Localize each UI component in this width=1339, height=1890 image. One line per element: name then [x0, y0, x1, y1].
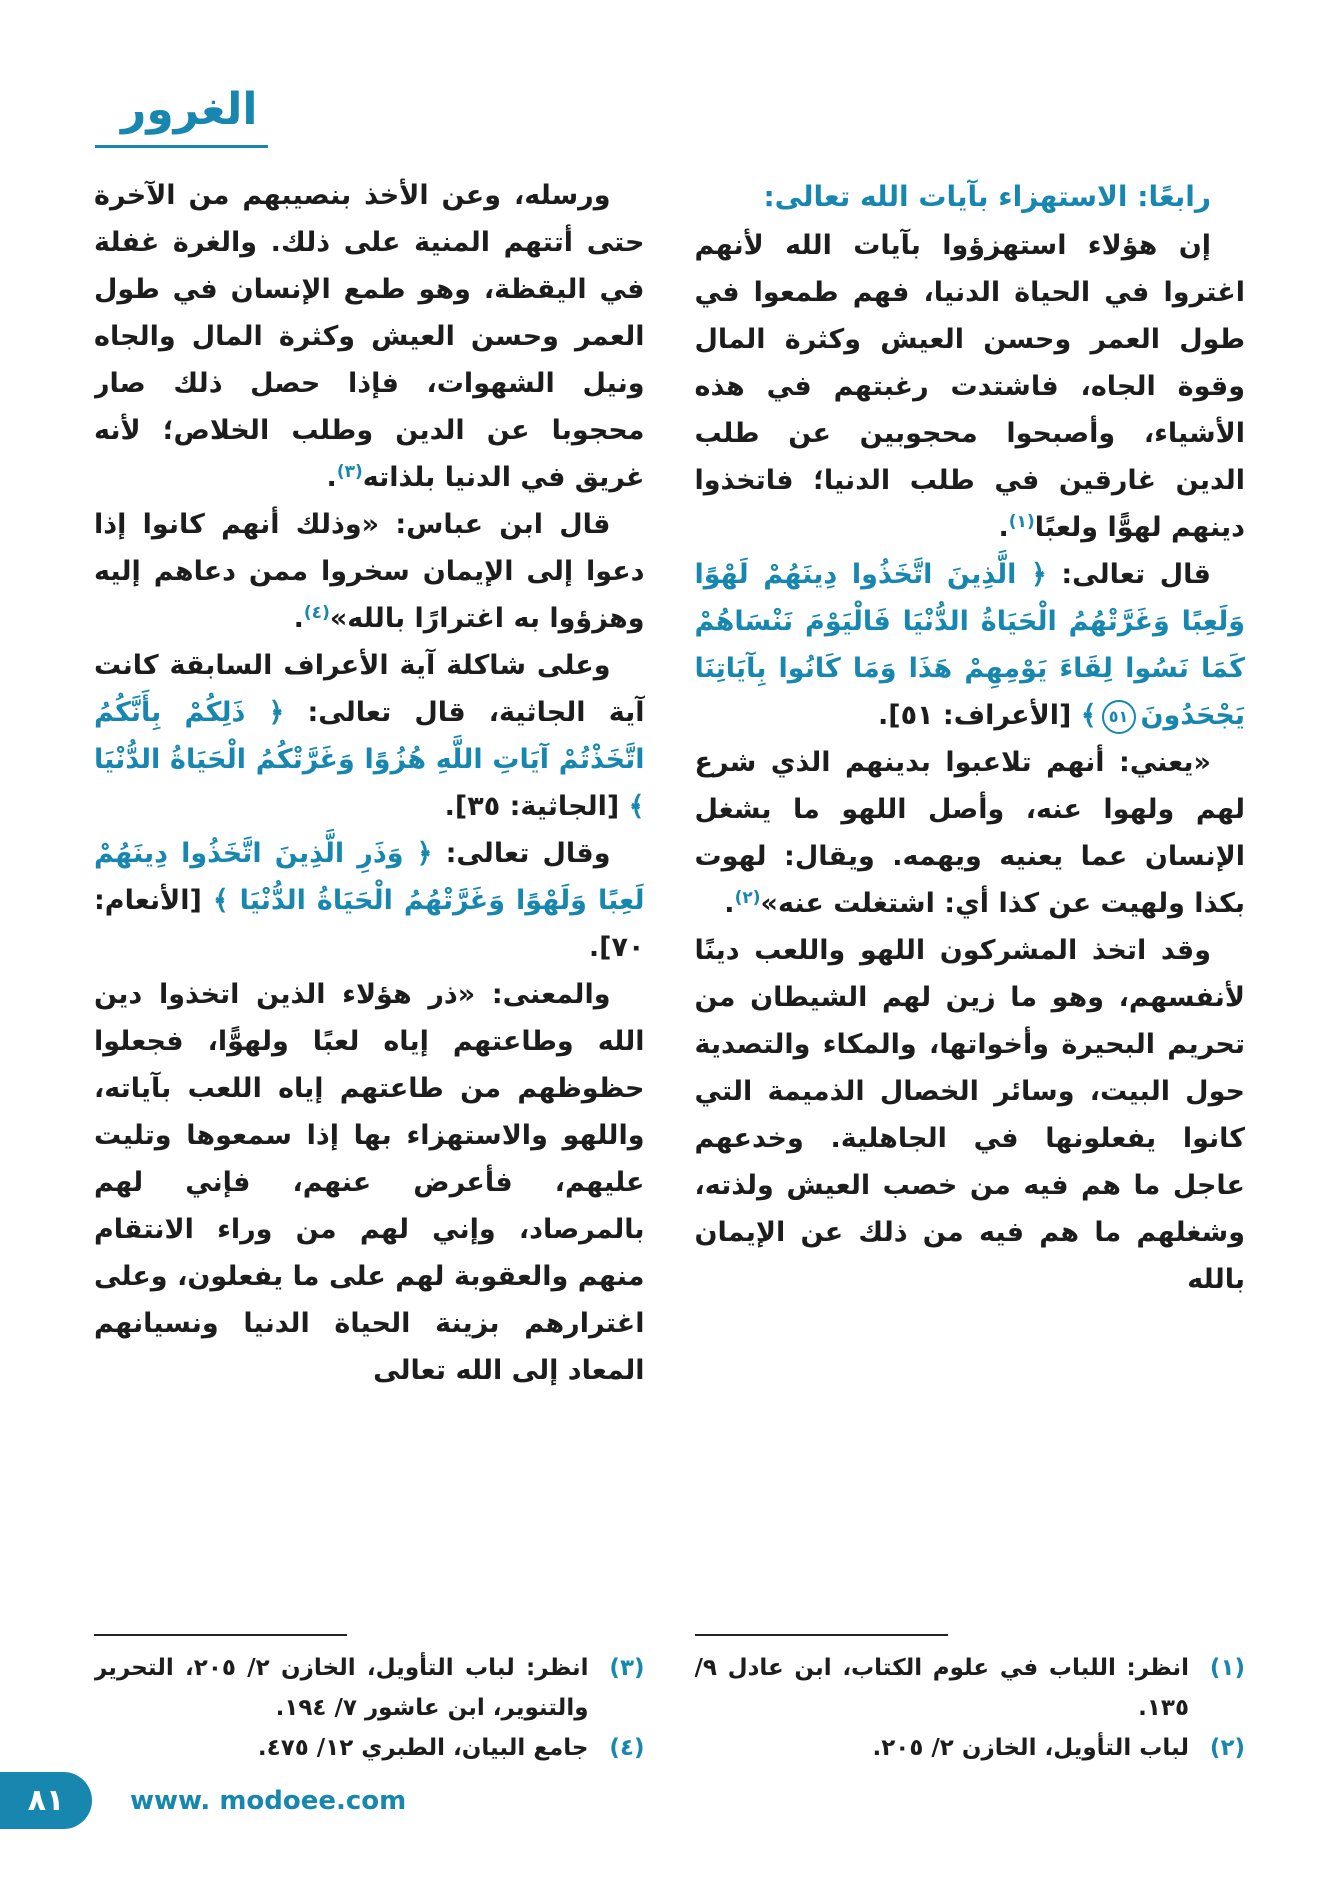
footnote-item: [695, 1728, 1246, 1768]
website-text: www. modoee.com: [130, 1786, 407, 1816]
footnote-item: [695, 1648, 1246, 1728]
footnotes-divider: [94, 1634, 347, 1636]
footnote-marker: (٤): [609, 1735, 645, 1761]
footnote-text: جامع البيان، الطبري ١٢/ ٤٧٥.: [257, 1735, 589, 1761]
section-heading: رابعًا: الاستهزاء بآيات الله تعالى:: [763, 180, 1211, 213]
paragraph-text: .: [293, 603, 304, 634]
verse-intro: وقال تعالى:: [432, 838, 611, 869]
paragraph-text: ورسله، وعن الأخذ بنصيبهم من الآخرة حتى أتتهم المنية على ذلك. والغرة غفلة في اليقظة، وهو طمع الإنسان في طول العمر وحسن العيش وكثرة المال والجاه ونيل الشهوات، فإذا حصل ذلك صار محجوبا عن الدين وطلب الخلاص؛ لأنه غريق في الدنيا بلذاته: [94, 180, 645, 493]
footnote-item: [94, 1648, 645, 1728]
footnote-text: لباب التأويل، الخازن ٢/ ٢٠٥.: [872, 1735, 1189, 1761]
footnotes-section: [695, 1624, 1246, 1768]
paragraph: [695, 927, 1246, 1303]
footnote-reference: (٣): [336, 462, 363, 482]
page-number: ٨١: [27, 1783, 65, 1818]
paragraph: [94, 501, 645, 642]
footnote-item: [94, 1728, 645, 1768]
paragraph: [94, 172, 645, 501]
paragraph-with-verse: [695, 551, 1246, 739]
paragraph-text: قال ابن عباس: «وذلك أنهم كانوا إذا دعوا إلى الإيمان سخروا ممن دعاهم إليه وهزؤوا به اغترارًا بالله»: [94, 509, 645, 634]
quran-verse: ﴿ الَّذِينَ اتَّخَذُوا دِينَهُمْ لَهْوًا وَلَعِبًا وَغَرَّتْهُمُ الْحَيَاةُ الدُّنْيَا فَالْيَوْمَ نَنْسَاهُمْ كَمَا نَسُوا لِقَاءَ يَوْمِهِمْ هَذَا وَمَا كَانُوا بِآيَاتِنَا يَجْحَدُونَ: [694, 559, 1245, 731]
footnotes-divider: [695, 1634, 948, 1636]
footnote-text: انظر: لباب التأويل، الخازن ٢/ ٢٠٥، التحرير والتنوير، ابن عاشور ٧/ ١٩٤.: [94, 1655, 589, 1721]
verse-intro: وعلى شاكلة آية الأعراف السابقة كانت آية الجاثية، قال تعالى:: [94, 650, 645, 728]
page-number-badge: [0, 1772, 92, 1829]
paragraph-text: والمعنى: «ذر هؤلاء الذين اتخذوا دين الله وطاعتهم إياه لعبًا ولهوًّا، فجعلوا حظوظهم من طاعتهم إياه اللعب بآياته، واللهو والاستهزاء بها إذا سمعوها وتليت عليهم، فأعرض عنهم، فإني لهم بالمرصاد، وإني لهم من وراء الانتقام منهم والعقوبة لهم على ما يفعلون، وعلى اغترارهم بزينة الحياة الدنيا ونسيانهم المعاد إلى الله تعالى: [94, 979, 645, 1386]
paragraph-text: «يعني: أنهم تلاعبوا بدينهم الذي شرع لهم ولهوا عنه، وأصل اللهو ما يشغل الإنسان عما يعنيه ويهمه. ويقال: لهوت بكذا ولهيت عن كذا أي: اشتغلت عنه»: [694, 747, 1245, 919]
book-logo: [95, 84, 268, 148]
paragraph: [695, 739, 1246, 927]
paragraph-with-verse: [94, 642, 645, 830]
footnote-marker: (٣): [609, 1655, 645, 1681]
paragraph-text: .: [998, 512, 1009, 543]
footnote-marker: (١): [1209, 1655, 1245, 1681]
right-column: [695, 172, 1246, 1768]
ayah-number-badge: ٥١: [1102, 700, 1136, 734]
left-column: [94, 172, 645, 1768]
quran-verse-close-bracket: ﴾: [1080, 700, 1097, 731]
footnotes-section: [94, 1624, 645, 1768]
quran-verse: ﴿ ذَلِكُمْ بِأَنَّكُمُ اتَّخَذْتُمْ آيَاتِ اللَّهِ هُزُوًا وَغَرَّتْكُمُ الْحَيَاةُ الدُّنْيَا ﴾: [94, 697, 645, 822]
footnote-text: انظر: اللباب في علوم الكتاب، ابن عادل ٩/ ١٣٥.: [694, 1655, 1189, 1721]
footnote-reference: (٢): [734, 888, 761, 908]
logo-text: الغرور: [121, 84, 258, 135]
paragraph: [695, 222, 1246, 551]
paragraph-text: إن هؤلاء استهزؤوا بآيات الله لأنهم اغتروا في الحياة الدنيا، فهم طمعوا في طول العمر وحسن العيش وكثرة المال وقوة الجاه، فاشتدت رغبتهم في هذه الأشياء، وأصبحوا محجوبين عن طلب الدين غارقين في طلب الدنيا؛ فاتخذوا دينهم لهوًّا ولعبًا: [694, 230, 1245, 543]
paragraph-text: .: [326, 462, 337, 493]
verse-citation: [الأنعام: ٧٠].: [94, 885, 645, 963]
footnote-marker: (٢): [1209, 1735, 1245, 1761]
verse-citation: [الأعراف: ٥١].: [877, 700, 1081, 731]
paragraph: [94, 971, 645, 1394]
verse-intro: قال تعالى:: [1046, 559, 1211, 590]
paragraph-with-verse: [94, 830, 645, 971]
verse-citation: [الجاثية: ٣٥].: [444, 791, 629, 822]
footnote-reference: (١): [1008, 512, 1035, 532]
content-columns: [94, 172, 1245, 1768]
paragraph-text: .: [724, 888, 735, 919]
paragraph-text: وقد اتخذ المشركون اللهو واللعب دينًا لأنفسهم، وهو ما زين لهم الشيطان من تحريم البحيرة وأخواتها، والمكاء والتصدية حول البيت، وسائر الخصال الذميمة التي كانوا يفعلونها في الجاهلية. وخدعهم عاجل ما هم فيه من خصب العيش ولذته، وشغلهم ما هم فيه من ذلك عن الإيمان بالله: [694, 935, 1245, 1295]
quran-verse: ﴿ وَذَرِ الَّذِينَ اتَّخَذُوا دِينَهُمْ لَعِبًا وَلَهْوًا وَغَرَّتْهُمُ الْحَيَاةُ الدُّنْيَا ﴾: [94, 838, 645, 916]
footnote-reference: (٤): [303, 603, 330, 623]
